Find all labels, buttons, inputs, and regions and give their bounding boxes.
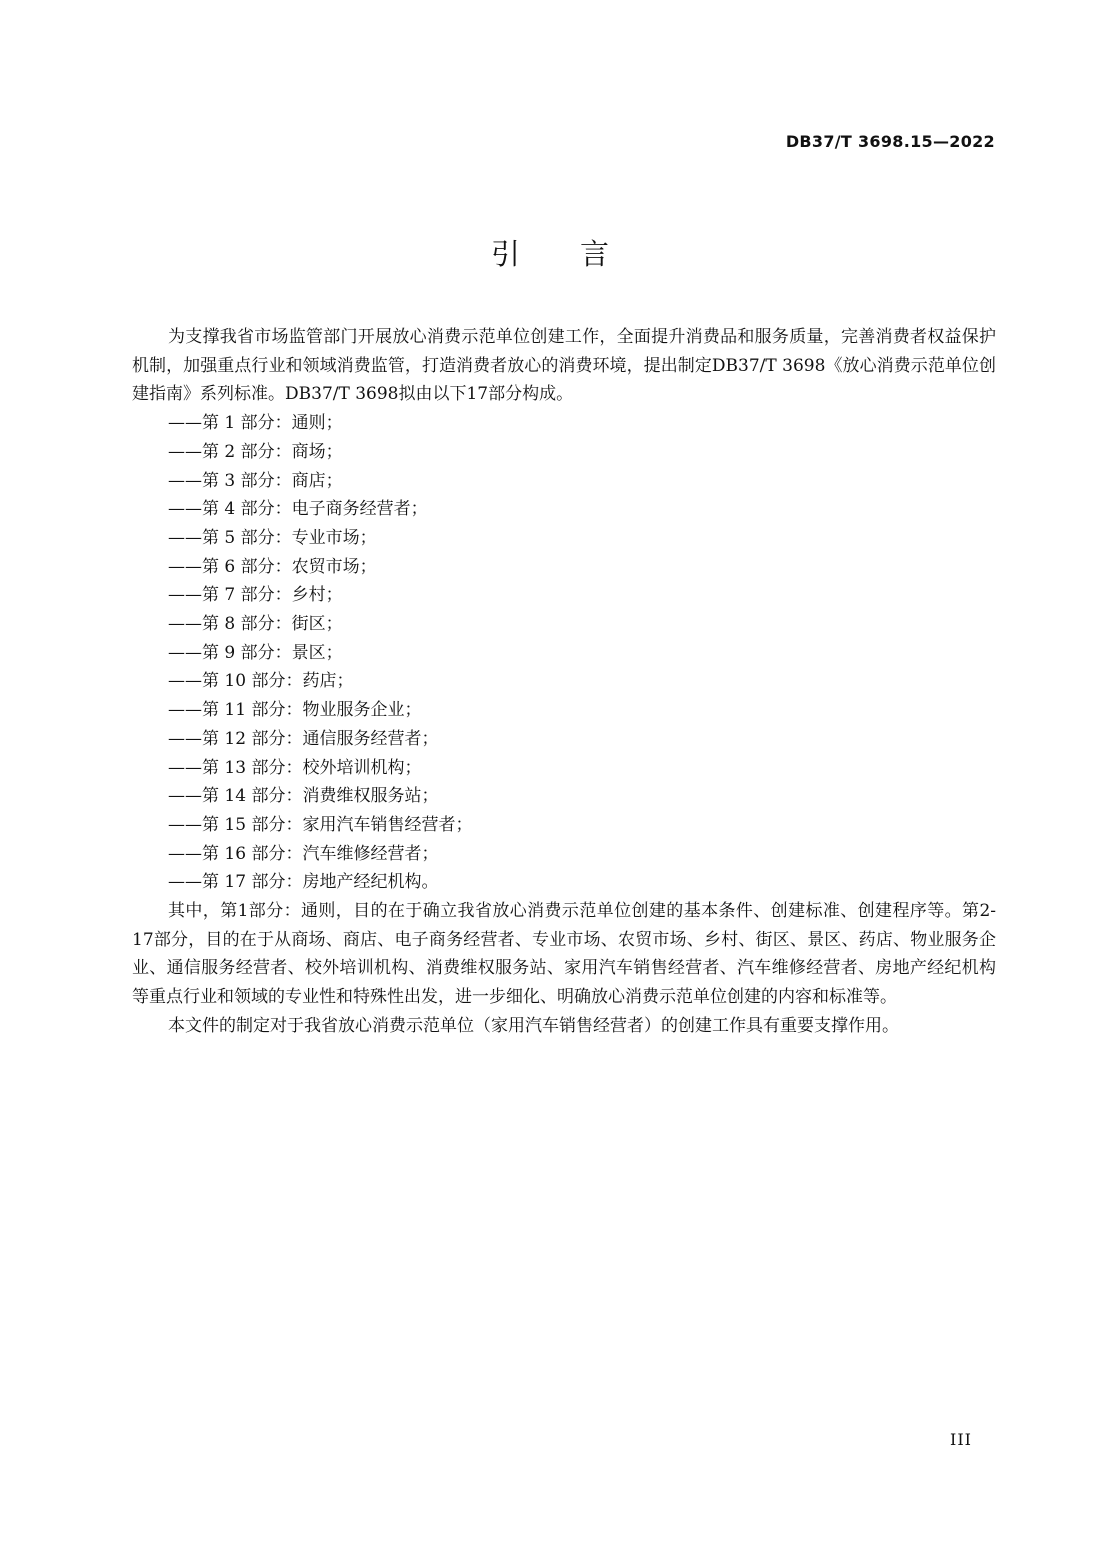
list-item: ——第 9 部分：景区； bbox=[168, 642, 343, 663]
closing-paragraph: 本文件的制定对于我省放心消费示范单位（家用汽车销售经营者）的创建工作具有重要支撑作用。 bbox=[168, 1015, 899, 1036]
list-item: ——第 7 部分：乡村； bbox=[168, 585, 343, 606]
list-item: ——第 11 部分：物业服务企业； bbox=[168, 700, 422, 721]
purpose-paragraph: 其中，第1部分：通则，目的在于确立我省放心消费示范单位创建的基本条件、创建标准、创建程序等。第2-17部分，目的在于从商场、商店、电子商务经营者、专业市场、农贸市场、乡村、街区、景区、药店、物业服务企业、通信服务经营者、校外培训机构、消费维权服务站、家用汽车销售经营者、汽车维修经营者、房地产经纪机构等重点行业和领域的专业性和特殊性出发，进一步细化、明确放心消费示范单位创建的内容和标准等。 bbox=[132, 901, 996, 1008]
document-code: DB37/T 3698.15—2022 bbox=[785, 132, 995, 151]
list-item: ——第 6 部分：农贸市场； bbox=[168, 556, 377, 577]
list-item: ——第 4 部分：电子商务经营者； bbox=[168, 499, 428, 520]
list-item: ——第 13 部分：校外培训机构； bbox=[168, 757, 422, 778]
list-item: ——第 14 部分：消费维权服务站； bbox=[168, 786, 439, 807]
intro-paragraph: 为支撑我省市场监管部门开展放心消费示范单位创建工作，全面提升消费品和服务质量，完善消费者权益保护机制，加强重点行业和领域消费监管，打造消费者放心的消费环境，提出制定DB37/T 3698《放心消费示范单位创建指南》系列标准。DB37/T 3698拟由以下17部分构成。 bbox=[132, 327, 996, 405]
list-item: ——第 12 部分：通信服务经营者； bbox=[168, 728, 439, 749]
list-item: ——第 1 部分：通则； bbox=[168, 413, 343, 434]
document-body bbox=[132, 323, 996, 1041]
parts-list bbox=[132, 409, 996, 897]
list-item: ——第 5 部分：专业市场； bbox=[168, 527, 377, 548]
list-item: ——第 2 部分：商场； bbox=[168, 441, 343, 462]
section-title: 引言 bbox=[490, 237, 669, 271]
list-item: ——第 3 部分：商店； bbox=[168, 470, 343, 491]
list-item: ——第 10 部分：药店； bbox=[168, 671, 354, 692]
list-item: ——第 16 部分：汽车维修经营者； bbox=[168, 843, 439, 864]
list-item: ——第 15 部分：家用汽车销售经营者； bbox=[168, 814, 473, 835]
page-number: III bbox=[950, 1430, 972, 1449]
list-item: ——第 17 部分：房地产经纪机构。 bbox=[168, 872, 439, 893]
list-item: ——第 8 部分：街区； bbox=[168, 614, 343, 635]
